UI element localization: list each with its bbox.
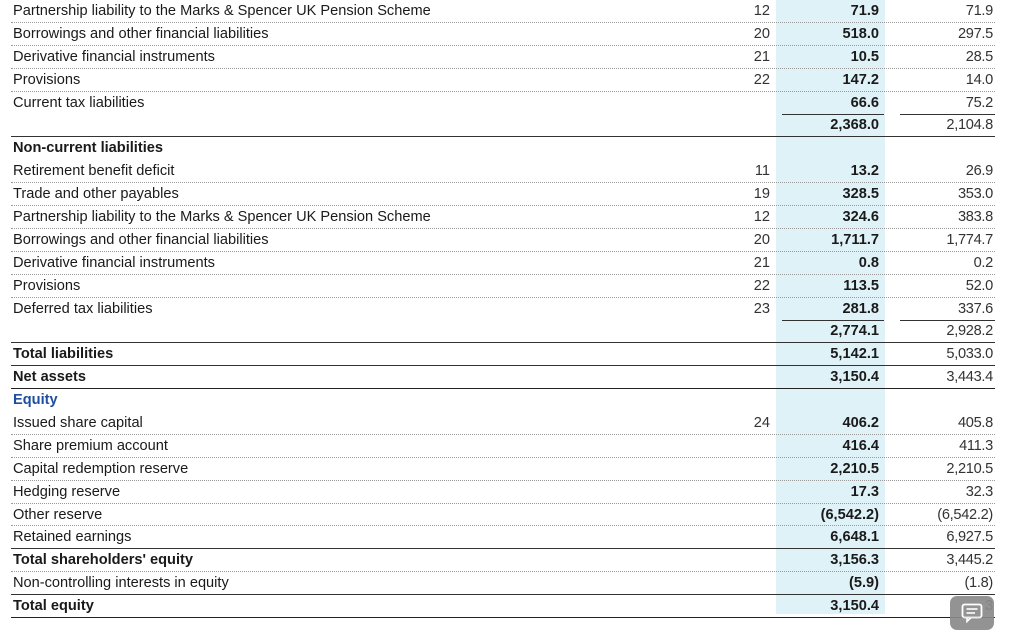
row-label: Provisions [13,71,81,88]
row-prior-value: 337.6 [957,300,993,317]
row-current-value: 328.5 [842,186,879,203]
section-heading-row [0,137,1024,160]
row-prior-value: 1,774.7 [946,231,993,248]
row-current-value: 71.9 [850,3,879,19]
row-current-value: 324.6 [842,209,879,226]
row-prior-value: 26.9 [965,163,993,180]
row-current-value: 3,156.3 [830,552,879,569]
total-row [0,343,1024,366]
row-current-value: 13.2 [850,163,879,180]
section-heading: Non-current liabilities [13,140,164,157]
row-prior-value: 75.2 [965,94,993,111]
section-heading: Equity [13,392,58,409]
row-prior-value: 0.2 [973,254,993,271]
row-current-value: 416.4 [842,437,879,454]
row-note: 24 [753,415,770,432]
subtotal-row [0,114,1024,137]
row-label: Share premium account [13,437,168,454]
row-label: Deferred tax liabilities [13,300,153,317]
row-prior-value: 52.0 [965,277,993,294]
table-row [0,435,1024,458]
row-label: Derivative financial instruments [13,254,215,271]
row-prior-value: 383.8 [957,209,993,226]
table-row [0,229,1024,252]
row-current-value: 147.2 [842,71,879,88]
row-current-value: 3,150.4 [830,369,879,386]
total-row [0,366,1024,389]
row-current-value: 0.8 [858,254,879,271]
row-current-value: 10.5 [850,48,879,65]
table-row [0,0,1024,23]
table-row [0,206,1024,229]
row-current-value: 2,210.5 [830,460,879,477]
row-current-value: 3,150.4 [830,598,879,615]
comment-icon [961,603,983,623]
row-note: 19 [753,186,770,203]
row-current-value: (6,542.2) [820,506,879,523]
row-label: Issued share capital [13,415,143,432]
row-current-value: 17.3 [850,483,879,500]
row-note: 12 [753,3,770,19]
row-note: 20 [753,231,770,248]
table-row [0,526,1024,549]
row-label: Partnership liability to the Marks & Spencer UK Pension Scheme [13,3,431,19]
row-label: Derivative financial instruments [13,48,215,65]
section-heading-row [0,389,1024,412]
row-prior-value: 2,104.8 [946,117,993,134]
row-prior-value: 3,443.4 [946,369,993,386]
row-prior-value: 5,033.0 [946,346,993,363]
row-current-value: (5.9) [848,575,879,592]
row-prior-value: 2,928.2 [946,323,993,340]
row-prior-value: 14.0 [965,71,993,88]
row-current-value: 66.6 [850,94,879,111]
row-label: Total equity [13,598,94,615]
row-prior-value: (1.8) [964,575,993,592]
row-label: Borrowings and other financial liabilities [13,231,269,248]
row-prior-value: 28.5 [965,48,993,65]
table-row [0,275,1024,298]
row-prior-value: 3,445.2 [946,552,993,569]
table-row [0,46,1024,69]
row-label: Total liabilities [13,346,114,363]
row-note: 23 [753,300,770,317]
subtotal-row [0,320,1024,343]
row-prior-value: 71.9 [965,3,993,19]
row-label: Retained earnings [13,529,132,546]
row-current-value: 2,368.0 [830,117,879,134]
row-note: 12 [753,209,770,226]
row-label: Net assets [13,369,87,386]
table-row [0,183,1024,206]
row-current-value: 2,774.1 [830,323,879,340]
row-prior-value: 6,927.5 [946,529,993,546]
row-prior-value: 297.5 [957,25,993,42]
row-label: Total shareholders' equity [13,552,193,569]
row-current-value: 281.8 [842,300,879,317]
table-row [0,23,1024,46]
row-current-value: 518.0 [842,25,879,42]
table-row [0,160,1024,183]
row-note: 20 [753,25,770,42]
row-note: 21 [753,48,770,65]
total-row [0,595,1024,618]
row-label: Non-controlling interests in equity [13,575,229,592]
row-note: 11 [754,163,770,180]
row-label: Trade and other payables [13,186,179,203]
table-row [0,458,1024,481]
table-row [0,504,1024,527]
row-note: 22 [753,71,770,88]
row-current-value: 5,142.1 [830,346,879,363]
row-label: Other reserve [13,506,103,523]
table-row [0,252,1024,275]
row-current-value: 1,711.7 [831,231,879,248]
row-note: 21 [753,254,770,271]
table-row [0,298,1024,321]
row-current-value: 113.5 [843,277,879,294]
row-prior-value: 405.8 [957,415,993,432]
row-current-value: 406.2 [842,415,879,432]
table-row [0,481,1024,504]
row-label: Retirement benefit deficit [13,163,175,180]
row-note: 22 [753,277,770,294]
comment-button[interactable] [950,596,994,630]
row-prior-value: 411.3 [959,437,993,454]
row-current-value: 6,648.1 [830,529,879,546]
table-row [0,412,1024,435]
row-label: Capital redemption reserve [13,460,189,477]
row-prior-value: 32.3 [965,483,993,500]
total-row [0,549,1024,572]
table-row [0,572,1024,595]
table-row [0,92,1024,115]
row-prior-value: 353.0 [957,186,993,203]
row-prior-value: (6,542.2) [937,506,993,523]
row-label: Current tax liabilities [13,94,145,111]
table-row [0,69,1024,92]
row-label: Hedging reserve [13,483,121,500]
row-prior-value: 2,210.5 [946,460,993,477]
row-label: Partnership liability to the Marks & Spencer UK Pension Scheme [13,209,431,226]
row-label: Borrowings and other financial liabilities [13,25,269,42]
row-label: Provisions [13,277,81,294]
